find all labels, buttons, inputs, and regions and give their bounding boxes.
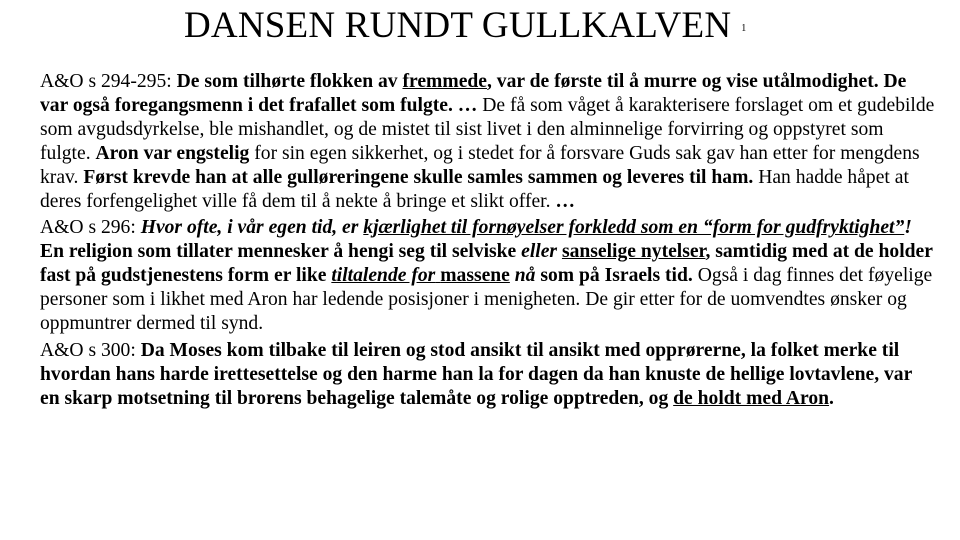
- slide-title: [184, 4, 746, 51]
- text-segment: nå: [514, 265, 536, 287]
- text-segment: kjærlighet til fornøyelser forkledd som en “form for gudfryktighet”: [363, 217, 905, 239]
- text-segment: eller: [521, 241, 558, 263]
- text-segment: Aron var engstelig: [95, 142, 250, 164]
- text-segment: massene: [440, 265, 510, 287]
- text-segment: De som tilhørte flokken av: [176, 71, 403, 92]
- text-segment: tiltalende for: [331, 265, 436, 287]
- quote-paragraph: [40, 70, 936, 213]
- slide-title-text: DANSEN RUNDT GULLKALVEN: [184, 5, 732, 46]
- quote-paragraph: [40, 216, 936, 336]
- text-segment: De få som våget å karakterisere forslaget om et gudebilde som avgudsdyrkelse, ble mishandlet, og de mistet til sist livet i den alminnelige forvirring og oppstyret som fulgte.: [40, 94, 935, 164]
- text-segment: !: [904, 217, 912, 239]
- text-segment: , var de første til å murre og vise utålmodighet. De var også foregangsmenn i det frafallet som fulgte. …: [40, 71, 907, 116]
- text-segment: for sin egen sikkerhet, og i stedet for å forsvare Guds sak gav han etter for mengdens krav.: [40, 142, 920, 188]
- text-segment: A&O s 294-295:: [40, 71, 177, 92]
- slide-title-mark: 1: [741, 22, 747, 34]
- text-segment: En religion som tillater mennesker å hengi seg til selviske: [40, 241, 522, 263]
- text-segment: A&O s 296:: [40, 217, 141, 239]
- text-segment: .: [829, 387, 834, 409]
- text-segment: Også i dag finnes det føyelige personer som i likhet med Aron har ledende posisjoner i menigheten. De gir etter for de uomvendtes ønsker og oppmuntrer dermed til synd.: [40, 265, 933, 335]
- text-segment: Først krevde han at alle gulløreringene skulle samles sammen og leveres til ham.: [83, 166, 754, 188]
- text-segment: A&O s 300:: [40, 339, 141, 361]
- text-segment: …: [555, 190, 576, 212]
- text-segment: som på Israels tid.: [535, 265, 693, 287]
- text-segment: sanselige nytelser: [561, 241, 706, 263]
- text-segment: Hvor ofte, i vår egen tid, er: [140, 217, 364, 239]
- slide-body: [40, 70, 936, 414]
- text-segment: fremmede: [402, 71, 487, 92]
- text-segment: Han hadde håpet at deres forfengelighet ville få dem til å nekte å bringe et slikt offer.: [40, 166, 909, 212]
- text-segment: Da Moses kom tilbake til leiren og stod ansikt til ansikt med opprørerne, la folket merke til hvordan hans harde irettesettelse og den harme han la for dagen da han knuste de hellige lovtavlene, var en skarp motsetning til brorens behagelige talemåte og rolige opptreden, og: [40, 339, 912, 409]
- text-segment: , samtidig med at de holder fast på gudstjenestens form er like: [40, 241, 933, 287]
- quote-paragraph: [40, 339, 936, 411]
- text-segment: de holdt med Aron: [673, 387, 830, 409]
